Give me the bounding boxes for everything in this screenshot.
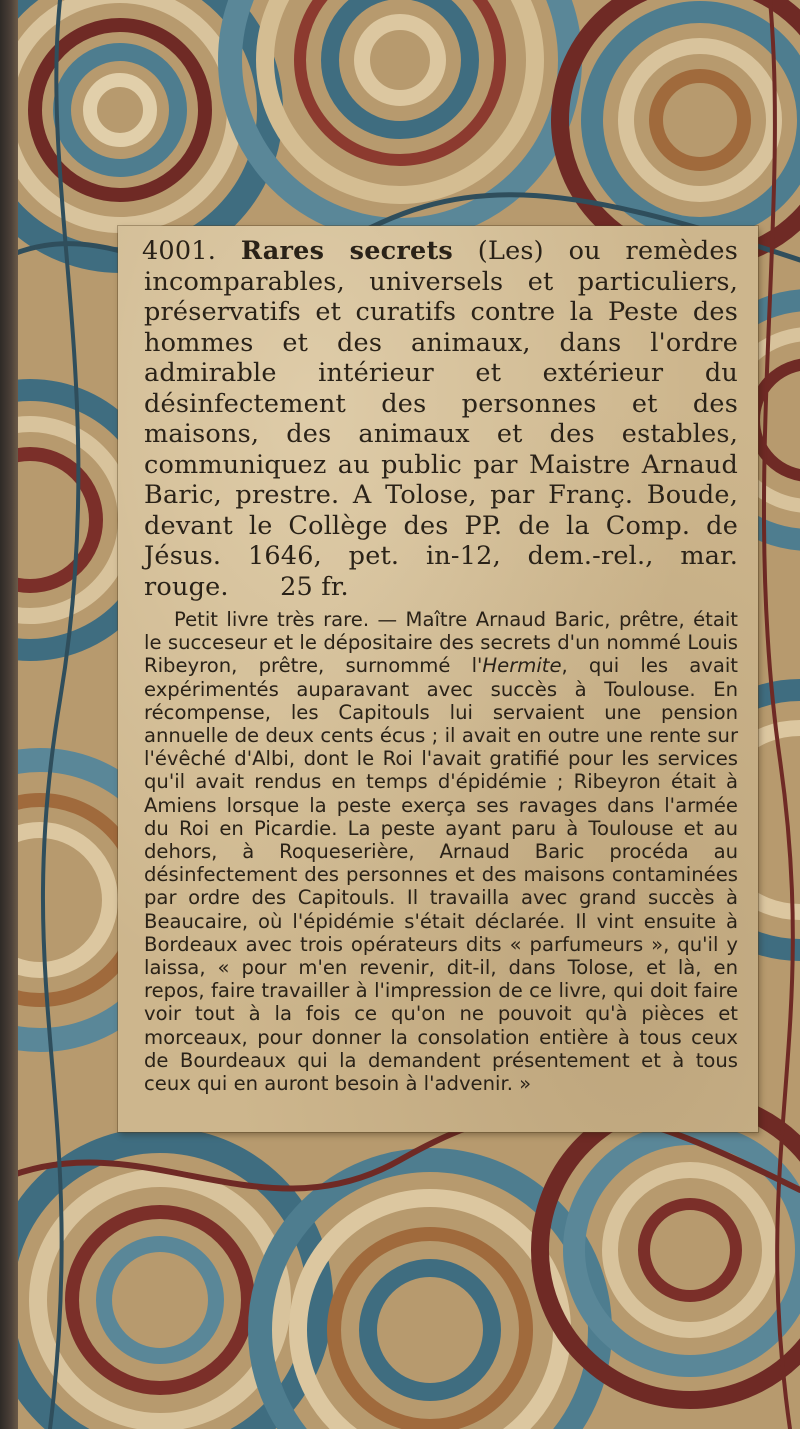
entry-notes xyxy=(144,608,738,1095)
entry-heading-rest: (Les) ou remèdes incomparables, universels et particuliers, préservatifs et curatifs contre la Peste des hommes et des animaux, dans l'ordre admirable intérieur et extérieur du désinfectement des personnes et des maisons, des animaux et des estables, communiquez au public par Maistre Arnaud Baric, prestre. A Tolose, par Franç. Boude, devant le Collège des PP. de la Comp. de Jésus. 1646, pet. in-12, dem.-rel., mar. rouge. xyxy=(144,236,739,602)
notes-part-1: Petit livre très rare. — Maître Arnaud Baric, prêtre, était le succeseur et le dépositaire des secrets d'un nommé Louis Ribeyron, prêtre, surnommé l' xyxy=(144,608,738,678)
price: 25 fr. xyxy=(280,571,349,602)
catalogue-label xyxy=(118,226,758,1132)
entry-title: Rares secrets xyxy=(240,236,453,266)
book-spine-edge xyxy=(0,0,18,1429)
notes-part-2: , qui les avait expérimentés auparavant avec succès à Toulouse. En récompense, les Capitouls lui servaient une pension annuelle de deux cents écus ; il avait en outre une rente sur l'évêché d'Albi, dont le Roi l'avait gratifié pour les services qu'il avait rendus en temps d'épidémie ; Ribeyron était à Amiens lorsque la peste exerça ses ravages dans l'armée du Roi en Picardie. La peste ayant paru à Toulouse et au dehors, à Roqueserière, Arnaud Baric procéda au désinfectement des personnes et des maisons contaminées par ordre des Capitouls. Il travailla avec grand succès à Beaucaire, où l'épidémie s'était déclarée. Il vint ensuite à Bordeaux avec trois opérateurs dits « parfumeurs », qu'il y laissa, « pour m'en revenir, dit-il, dans Tolose, et là, en repos, faire travailler à l'impression de ce livre, qui doit faire voir tout à la fois ce qu'on ne pouvoit qu'à pièces et morceaux, pour donner la consolation entière à tous ceux de Bourdeaux qui la demandent présentement et à tous ceux qui en auront besoin à l'advenir. » xyxy=(144,654,738,1096)
lot-number: 4001. xyxy=(142,236,217,266)
entry-heading xyxy=(144,236,738,602)
notes-italic-name: Hermite xyxy=(482,654,562,678)
